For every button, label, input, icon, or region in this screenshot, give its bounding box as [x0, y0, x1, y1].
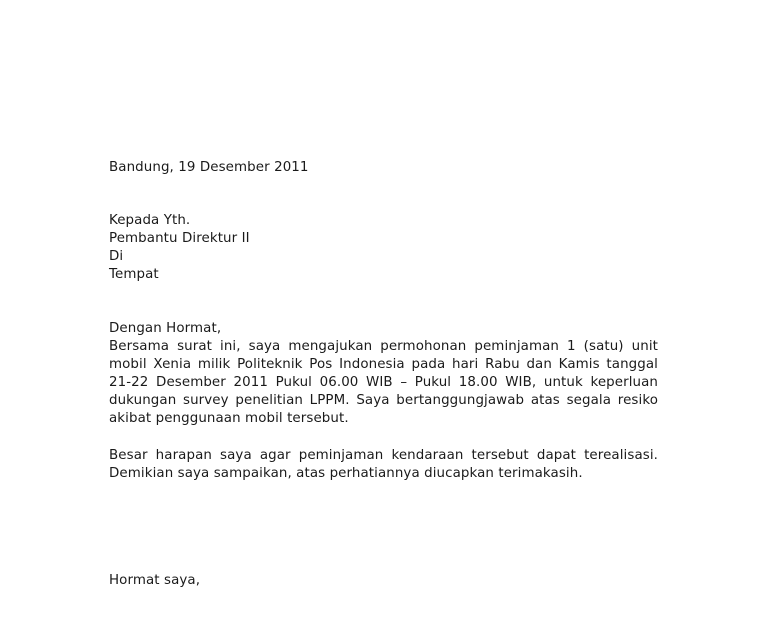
paragraph-1-line-4: dukungan survey penelitian LPPM. Saya bertanggungjawab atas segala resiko: [109, 393, 658, 408]
recipient-line-1: Kepada Yth.: [109, 213, 191, 228]
recipient-line-4: Tempat: [109, 267, 159, 282]
paragraph-2-line-1: Besar harapan saya agar peminjaman kendaraan tersebut dapat terealisasi.: [109, 448, 658, 463]
paragraph-1-line-1: Bersama surat ini, saya mengajukan permohonan peminjaman 1 (satu) unit: [109, 339, 658, 354]
salutation: Dengan Hormat,: [109, 321, 222, 336]
paragraph-1-line-2: mobil Xenia milik Politeknik Pos Indonesia pada hari Rabu dan Kamis tanggal: [109, 357, 658, 372]
recipient-line-2: Pembantu Direktur II: [109, 231, 250, 246]
body-paragraph-1: [109, 338, 658, 428]
date-line: Bandung, 19 Desember 2011: [109, 160, 309, 175]
closing: Hormat saya,: [109, 573, 201, 588]
recipient-line-3: Di: [109, 249, 124, 264]
paragraph-2-line-2: Demikian saya sampaikan, atas perhatiannya diucapkan terimakasih.: [109, 466, 583, 481]
paragraph-1-line-5: akibat penggunaan mobil tersebut.: [109, 411, 349, 426]
body-paragraph-2: [109, 447, 658, 483]
paragraph-1-line-3: 21-22 Desember 2011 Pukul 06.00 WIB – Pukul 18.00 WIB, untuk keperluan: [109, 375, 658, 390]
